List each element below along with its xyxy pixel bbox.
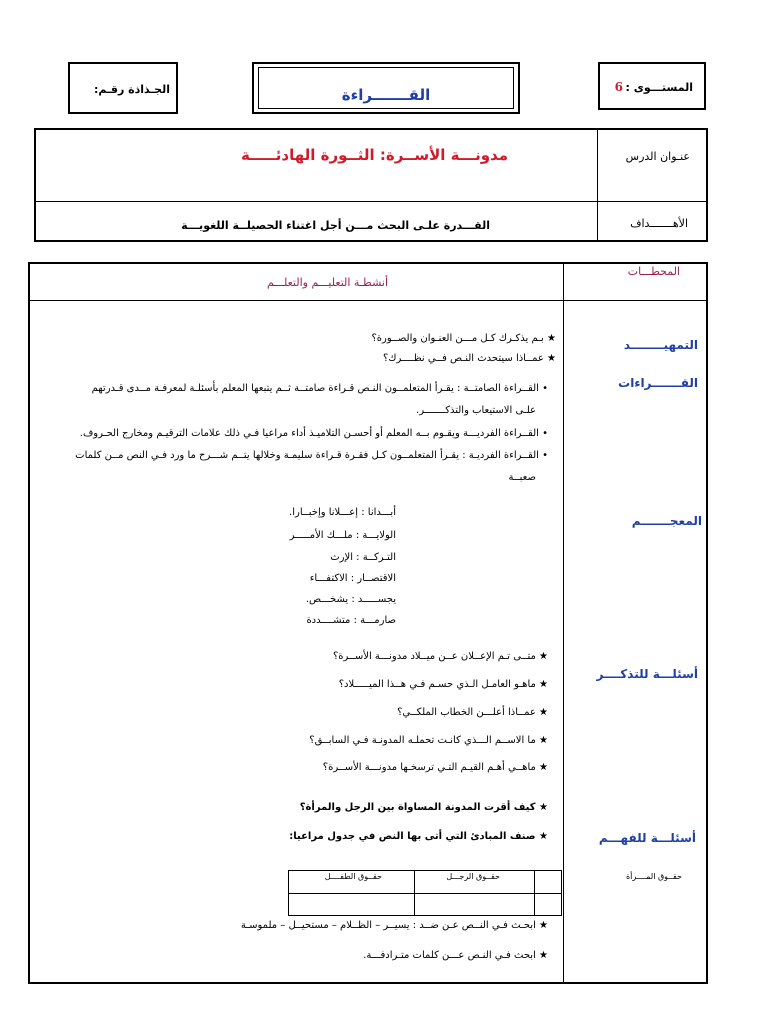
reading-item-3-cont: صعبــة <box>508 472 536 483</box>
recall-item-1: ★ متــى تـم الإعــلان عــن ميــلاد مدونـــة الأســرة؟ <box>333 651 548 663</box>
lesson-title-label: عنـوان الدرس <box>625 150 690 163</box>
recall-item-3: ★ عمــاذا أعلـــن الخطاب الملكــي؟ <box>397 707 548 719</box>
rights-col-man: حقــوق الرجـــل <box>446 872 500 881</box>
reading-item-3: • القــراءة الفرديـة : يقـرأ المتعلمــون كـل فقـرة قـراءة سليمـة وخلالها يتــم شـــرح ما ورد فـي النص مــن كلمات <box>75 450 548 462</box>
bullet-icon <box>542 383 548 394</box>
level-value: 6 <box>614 80 623 94</box>
understand-item-2: ★ صنف المبادئ التي أتى بها النص في جدول مراعيا: <box>289 831 548 843</box>
rights-col-woman: حقــوق المــــرأة <box>625 872 682 881</box>
recall-item-5: ★ ماهــي أهـم القيـم التـي ترسخـها مدونـــة الأســرة؟ <box>323 762 548 774</box>
reading-item-1: • القــراءة الصامتــة : يقـرأ المتعلمــون النـص قـراءة صامتــة ثــم يتبعها المعلم بأسئلـة لمعرفـة مــدى قـدرتهم <box>92 383 548 395</box>
lesson-title: مدونـــة الأســرة: الثــورة الهادئـــــة <box>241 146 508 164</box>
goals-label: الأهـــــــداف <box>630 217 688 230</box>
activities-header: أنشطـة التعليـــم والتعلـــم <box>266 276 388 289</box>
rights-table-col-line-1 <box>414 870 415 916</box>
section-recall-questions: أسئلـــة للتذكــــر <box>596 667 698 681</box>
reading-item-2: • القــراءة الفرديـــة ويقـوم بــه المعلم أو أحسـن التلاميـذ أداء مراعيا فـي ذلك علامات الترقيـم ومخارج الحـروف. <box>80 428 548 440</box>
bullet-icon <box>542 428 548 439</box>
subject-title: القـــــــراءة <box>341 86 431 104</box>
intro-item-1: ★ بـم يذكـرك كـل مـــن العنـوان والصــورة؟ <box>371 333 556 345</box>
lexicon-item-6: صارمـــة : متشــــددة <box>306 615 396 626</box>
star-icon <box>547 333 556 344</box>
lexicon-item-4: الاقتصــار : الاكتفـــاء <box>309 573 396 584</box>
star-icon <box>539 950 548 961</box>
bullet-icon <box>542 450 548 461</box>
understand-item-1: ★ كيف أقرت المدونة المساواة بين الرجل والمرأة؟ <box>300 802 548 814</box>
reading-item-1-cont: علـى الاستيعاب والتذكـــــــر. <box>416 405 536 416</box>
star-icon <box>539 831 548 842</box>
lesson-info-divider-h <box>34 201 708 202</box>
recall-item-4: ★ ما الاســم الـــذي كانـت تحملـه المدونـة فـي السابــق؟ <box>309 735 548 747</box>
extra-item-2: ★ ابحث فـي النـص عـــن كلمات متـرادفـــة. <box>363 950 548 962</box>
section-lexicon: المعجـــــــم <box>631 514 702 528</box>
star-icon <box>539 651 548 662</box>
star-icon <box>539 920 548 931</box>
stages-header: المحطـــات <box>627 265 680 278</box>
star-icon <box>539 735 548 746</box>
star-icon <box>539 802 548 813</box>
star-icon <box>539 679 548 690</box>
extra-item-1: ★ ابحـث فـي النــص عـن ضــد : يسيــر – الظــلام – مستحيــل – ملموسـة <box>241 920 548 932</box>
star-icon <box>539 762 548 773</box>
card-number-label: الجـذاذة رقـم: <box>93 83 170 96</box>
main-table-header-line <box>28 300 708 301</box>
section-understand-questions: أسئلـــة للفهـــم <box>598 831 696 845</box>
lexicon-item-3: التـركــة : الإرث <box>330 552 396 563</box>
intro-item-2: ★ عمــاذا سيتحدث النـص فــي نظــــرك؟ <box>383 353 556 365</box>
star-icon <box>547 353 556 364</box>
level-label: المستـــوى : <box>625 81 693 94</box>
lexicon-item-1: أبـــدانا : إعـــلانا وإخبــارا. <box>289 507 396 518</box>
star-icon <box>539 707 548 718</box>
rights-table-col-line-2 <box>534 870 535 916</box>
goals-text: القـــدرة علـى البحث مـــن أجل اغتناء الحصيلــة اللغويـــة <box>181 219 490 232</box>
lexicon-item-2: الولايـــة : ملـــك الأمـــــر <box>289 530 396 541</box>
section-intro: التمهيــــــــد <box>623 338 698 352</box>
section-readings: القـــــــراءات <box>618 376 698 390</box>
lesson-info-divider-v <box>597 128 598 242</box>
recall-item-2: ★ ماهـو العامـل الـذي حسـم فـي هــذا الميـــــلاد؟ <box>339 679 548 691</box>
main-table-col-divider <box>563 262 564 984</box>
rights-col-child: حقــوق الطفــــل <box>324 872 382 881</box>
lexicon-item-5: يجســـــد : يشخـــص. <box>305 594 396 605</box>
rights-table-row-line <box>288 893 562 894</box>
